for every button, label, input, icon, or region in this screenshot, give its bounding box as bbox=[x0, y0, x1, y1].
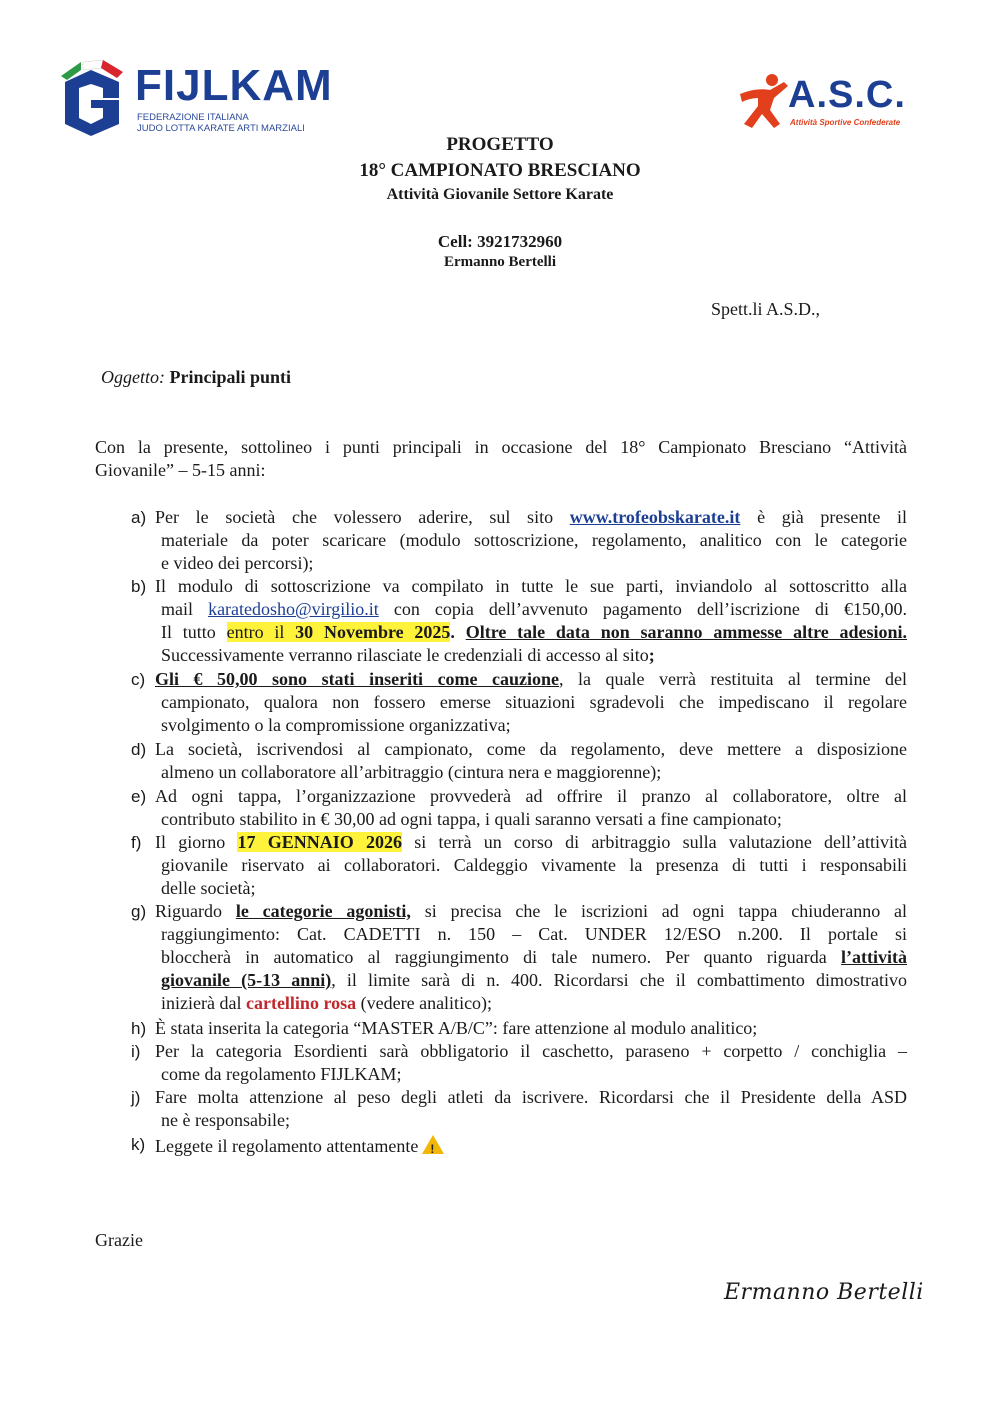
deadline-prefix: entro il bbox=[226, 622, 285, 642]
giovanile-age: giovanile (5-13 anni) bbox=[161, 970, 332, 990]
item-f-line-2: giovanile riservato ai collaboratori. Caldeggio vivamente la presenza di tutti i responsabili bbox=[161, 855, 907, 875]
item-b-line-4 bbox=[155, 644, 907, 667]
asc-subtitle: Attività Sportive Confederate bbox=[790, 118, 901, 127]
item-d-line-1: La società, iscrivendosi al campionato, come da regolamento, deve mettere a disposizione bbox=[155, 739, 907, 759]
list-marker: c) bbox=[131, 670, 146, 689]
item-f-text: Il giorno bbox=[155, 832, 226, 852]
item-j-line-1: Fare molta attenzione al peso degli atleti da iscrivere. Ricordarsi che il Presidente della ASD bbox=[155, 1087, 907, 1107]
item-a-text-2: è già presente il bbox=[757, 507, 908, 527]
item-b-line-1: Il modulo di sottoscrizione va compilato in tutte le sue parti, inviandolo al sottoscritto alla bbox=[155, 576, 907, 596]
list-item-k bbox=[131, 1133, 907, 1158]
subject-label: Oggetto: bbox=[101, 367, 165, 387]
deadline-dot: . bbox=[450, 622, 455, 642]
intro-line-2: Giovanile” – 5-15 anni: bbox=[95, 460, 266, 480]
item-b-text-3: Il tutto bbox=[161, 622, 216, 642]
list-marker: a) bbox=[131, 508, 147, 527]
pink-card: cartellino rosa bbox=[245, 993, 357, 1013]
fijlkam-emblem-icon bbox=[57, 58, 129, 138]
item-g-text-5: inizierà dal bbox=[161, 993, 242, 1013]
header-cell: Cell: 3921732960 bbox=[437, 232, 563, 251]
list-marker: k) bbox=[131, 1135, 146, 1154]
item-c-line-3: svolgimento o la compromissione organizzativa; bbox=[161, 715, 511, 735]
list-item-d bbox=[131, 738, 907, 784]
list-marker: g) bbox=[131, 902, 147, 921]
deadline-highlight bbox=[227, 622, 451, 642]
closing: Grazie bbox=[95, 1230, 143, 1250]
item-f-line-3: delle società; bbox=[161, 878, 256, 898]
list-item-c bbox=[131, 668, 907, 737]
fijlkam-subtitle-2: JUDO LOTTA KARATE ARTI MARZIALI bbox=[137, 123, 305, 134]
subject-line bbox=[101, 366, 291, 389]
item-g-text-6: (vedere analitico); bbox=[360, 993, 493, 1013]
header-section: Attività Giovanile Settore Karate bbox=[386, 186, 614, 203]
asc-name: A.S.C. bbox=[788, 74, 906, 116]
item-b-line-3 bbox=[155, 621, 907, 644]
signature: Ermanno Bertelli bbox=[724, 1280, 924, 1305]
item-b-text-4: Successivamente verranno rilasciate le credenziali di accesso al sito bbox=[161, 645, 649, 665]
list-item-f bbox=[131, 831, 907, 900]
email-link[interactable]: karatedosho@virgilio.it bbox=[208, 599, 379, 619]
header-name: Ermanno Bertelli bbox=[443, 254, 557, 270]
subject-text: Principali punti bbox=[169, 367, 292, 387]
deposit-note: Gli € 50,00 sono stati inseriti come cauzione bbox=[155, 669, 560, 689]
item-i-line-2: come da regolamento FIJLKAM; bbox=[161, 1064, 402, 1084]
item-g-line-3 bbox=[155, 946, 907, 969]
item-f-line-1 bbox=[155, 831, 907, 854]
fijlkam-name: FIJLKAM bbox=[135, 61, 333, 110]
item-k-line-1 bbox=[155, 1133, 907, 1158]
item-d-line-2: almeno un collaboratore all’arbitraggio (cintura nera e maggiorenne); bbox=[161, 762, 662, 782]
item-i-line-1: Per la categoria Esordienti sarà obbligatorio il caschetto, paraseno + corpetto / conchiglia – bbox=[155, 1041, 907, 1061]
list-item-j bbox=[131, 1086, 907, 1132]
site-link[interactable]: www.trofeobskarate.it bbox=[569, 507, 741, 527]
item-g-text-4: , il limite sarà di n. 400. Ricordarsi che il combattimento dimostrativo bbox=[331, 970, 908, 990]
list-marker: f) bbox=[131, 833, 142, 852]
item-g-line-5 bbox=[155, 992, 907, 1015]
list-marker: h) bbox=[131, 1019, 147, 1038]
course-date-highlight: 17 GENNAIO 2026 bbox=[237, 832, 402, 852]
item-g-text-3: bloccherà in automatico al raggiungimento di tale numero. Per quanto riguarda bbox=[161, 947, 827, 967]
warning-icon bbox=[422, 1135, 444, 1154]
list-marker: d) bbox=[131, 740, 147, 759]
item-a-text: Per le società che volessero aderire, sul sito bbox=[155, 507, 554, 527]
item-c-text: , la quale verrà restituita al termine del bbox=[559, 669, 908, 689]
list-marker: b) bbox=[131, 577, 147, 596]
item-g-text: Riguardo bbox=[155, 901, 222, 921]
item-a-line-1 bbox=[155, 506, 907, 529]
deadline-date: 30 Novembre 2025 bbox=[295, 622, 451, 642]
list-item-a bbox=[131, 506, 907, 575]
item-b-semicolon: ; bbox=[648, 645, 655, 665]
item-h-line-1: È stata inserita la categoria “MASTER A/B/C”: fare attenzione al modulo analitico; bbox=[155, 1018, 758, 1038]
item-c-line-2: campionato, qualora non fossero emerse situazioni sgradevoli che impediscano il regolare bbox=[161, 692, 907, 712]
item-c-line-1 bbox=[155, 668, 907, 691]
item-e-line-1: Ad ogni tappa, l’organizzazione provvederà ad offrire il pranzo al collaboratore, oltre al bbox=[155, 786, 907, 806]
item-g-line-4 bbox=[155, 969, 907, 992]
intro-line-1: Con la presente, sottolineo i punti principali in occasione del 18° Campionato Bresciano “Attività bbox=[95, 437, 907, 457]
item-g-text-2: si precisa che le iscrizioni ad ogni tappa chiuderanno al bbox=[424, 901, 908, 921]
deadline-warning: Oltre tale data non saranno ammesse altre adesioni. bbox=[465, 622, 908, 642]
fijlkam-logo bbox=[57, 58, 333, 138]
item-g-line-2: raggiungimento: Cat. CADETTI n. 150 – Cat. UNDER 12/ESO n.200. Il portale si bbox=[161, 924, 907, 944]
giovanile-activity: l’attività bbox=[841, 947, 908, 967]
agonisti-category: le categorie agonisti, bbox=[235, 901, 411, 921]
item-k-text: Leggete il regolamento attentamente bbox=[155, 1136, 419, 1156]
item-a-line-3: e video dei percorsi); bbox=[161, 553, 314, 573]
item-j-line-2: ne è responsabile; bbox=[161, 1110, 290, 1130]
item-b-text: mail bbox=[161, 599, 193, 619]
item-b-line-2 bbox=[155, 598, 907, 621]
list-marker: e) bbox=[131, 787, 147, 806]
asc-logo bbox=[736, 72, 916, 136]
list-marker: i) bbox=[131, 1042, 141, 1061]
warning-glyph: ! bbox=[430, 1142, 435, 1156]
intro-paragraph bbox=[95, 436, 907, 482]
list-item-b bbox=[131, 575, 907, 667]
list-item-g bbox=[131, 900, 907, 1015]
item-g-line-1 bbox=[155, 900, 907, 923]
item-a-line-2: materiale da poter scaricare (modulo sottoscrizione, regolamento, analitico con le categorie bbox=[161, 530, 907, 550]
athlete-figure-icon bbox=[736, 72, 792, 132]
item-e-line-2: contributo stabilito in € 30,00 ad ogni tappa, i quali saranno versati a fine campionato; bbox=[161, 809, 782, 829]
list-marker: j) bbox=[131, 1088, 141, 1107]
recipient: Spett.li A.S.D., bbox=[711, 299, 821, 319]
list-item-e bbox=[131, 785, 907, 831]
header-title: PROGETTO bbox=[446, 134, 554, 155]
list-item-i bbox=[131, 1040, 907, 1086]
header-subtitle: 18° CAMPIONATO BRESCIANO bbox=[359, 160, 641, 181]
item-b-text-2: con copia dell’avvenuto pagamento dell’iscrizione di €150,00. bbox=[393, 599, 908, 619]
list-item-h bbox=[131, 1017, 907, 1040]
fijlkam-subtitle-1: FEDERAZIONE ITALIANA bbox=[137, 112, 249, 123]
item-f-text-2: si terrà un corso di arbitraggio sulla valutazione dell’attività bbox=[414, 832, 908, 852]
